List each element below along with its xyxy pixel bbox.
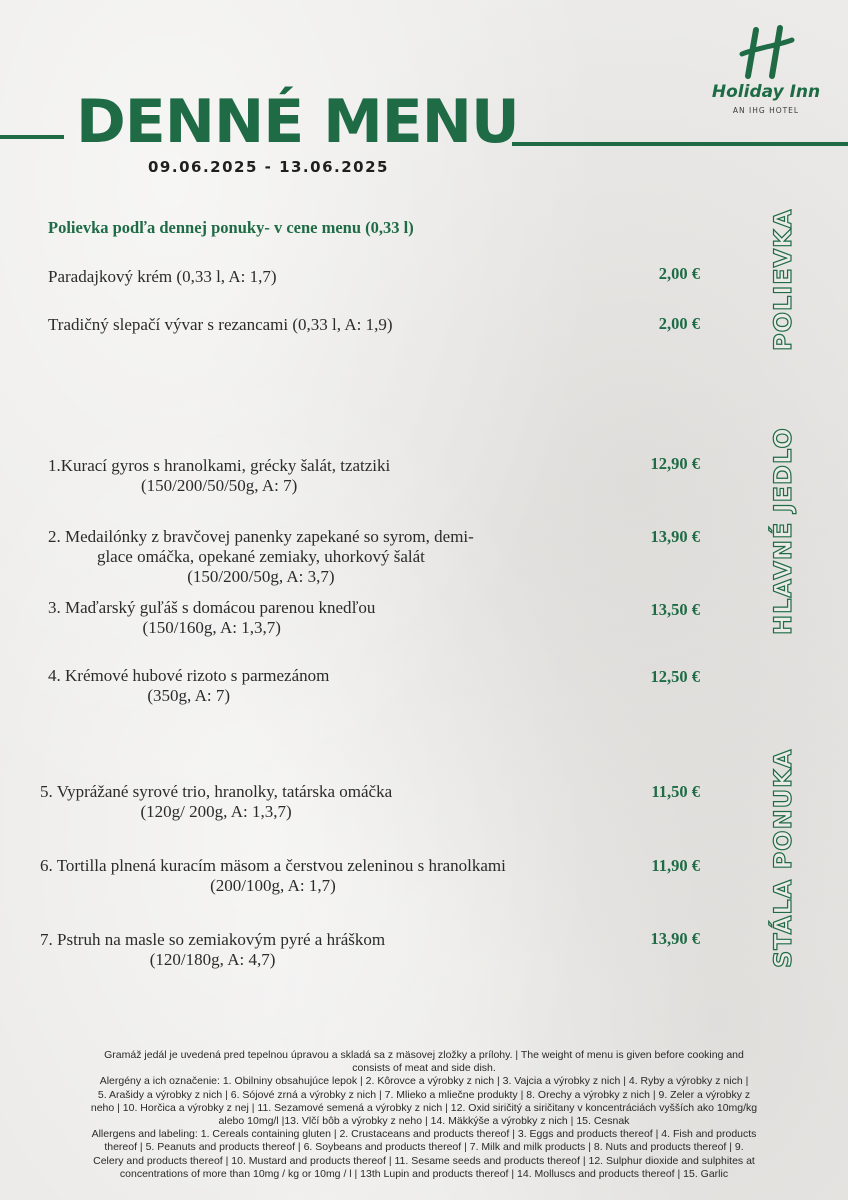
soup-item: [48, 267, 277, 287]
section-label-standing: STÁLA PONUKA: [769, 748, 797, 968]
page-title: DENNÉ MENU: [76, 87, 519, 157]
standing-item: [40, 782, 392, 822]
main-item: [48, 527, 474, 587]
main-item: [48, 456, 390, 496]
soup-item-price: 2,00 €: [658, 314, 700, 333]
main-item-line1: 3. Maďarský guľáš s domácou parenou knedľou: [48, 598, 376, 617]
main-item-line3: (150/200/50g, A: 3,7): [187, 567, 335, 586]
standing-item-line1: 5. Vyprážané syrové trio, hranolky, tatárska omáčka: [40, 782, 393, 801]
soup-item-name: Paradajkový krém (0,33 l, A: 1,7): [48, 267, 277, 286]
soup-item-name: Tradičný slepačí vývar s rezancami (0,33 l, A: 1,9): [48, 315, 393, 334]
standing-item-price: 11,50 €: [651, 782, 700, 801]
footer-line: Alergény a ich označenie: 1. Obilniny obsahujúce lepok | 2. Kôrovce a výrobky z nich | 3. Vajcia a výrobky z nich | 4. Ryby a výrobky z nich |: [99, 1075, 749, 1088]
standing-item-line2: (120/180g, A: 4,7): [149, 950, 276, 969]
footer-line: consists of meat and side dish.: [352, 1062, 496, 1075]
date-range: 09.06.2025 - 13.06.2025: [148, 158, 389, 176]
main-item-line1: 2. Medailónky z bravčovej panenky zapekané so syrom, demi-: [48, 527, 474, 546]
section-label-soup: POLIEVKA: [769, 208, 797, 351]
standing-item-line1: 7. Pstruh na masle so zemiakovým pyré a hráškom: [40, 930, 386, 949]
main-item-line1: 4. Krémové hubové rizoto s parmezánom: [48, 666, 330, 685]
footer-line: Gramáž jedál je uvedená pred tepelnou úpravou a skladá sa z mäsovej zložky a prílohy. | The weight of menu is given before cooking and: [104, 1049, 744, 1061]
main-item-line1: 1.Kurací gyros s hranolkami, grécky šalát, tzatziki: [48, 456, 391, 475]
soup-item-price: 2,00 €: [658, 264, 700, 283]
main-item-price: 12,50 €: [650, 667, 700, 686]
main-item-price: 12,90 €: [650, 454, 700, 473]
main-item-line2: glace omáčka, opekané zemiaky, uhorkový šalát: [96, 547, 425, 566]
standing-item-price: 13,90 €: [650, 929, 700, 948]
footer-line: neho | 10. Horčica a výrobky z nej | 11. Sezamové semená a výrobky z nich | 12. Oxid siričitý a siričitany v koncentráciách vyšších ako 10mg/kg: [90, 1101, 758, 1114]
main-item-line2: (350g, A: 7): [147, 686, 230, 705]
main-item-price: 13,50 €: [650, 600, 700, 619]
main-item-price: 13,90 €: [650, 527, 700, 546]
footer-line: thereof | 5. Peanuts and products thereof | 6. Soybeans and products thereof | 7. Milk and milk products | 8. Nuts and products thereof | 9.: [104, 1141, 744, 1154]
header-rule-left: [0, 135, 64, 139]
main-item-line2: (150/200/50/50g, A: 7): [140, 476, 298, 495]
soup-note: Polievka podľa dennej ponuky- v cene menu (0,33 l): [48, 218, 414, 237]
header-rule-right: [512, 142, 848, 146]
soup-item: [48, 315, 392, 335]
footer-line: Allergens and labeling: 1. Cereals containing gluten | 2. Crustaceans and products thereof | 3. Eggs and products thereof | 4. Fish and products: [91, 1128, 757, 1141]
standing-item-price: 11,90 €: [651, 856, 700, 875]
allergen-footer: [40, 1049, 808, 1181]
section-label-main: HLAVNÉ JEDLO: [769, 427, 797, 635]
footer-line: 5. Arašidy a výrobky z nich | 6. Sójové zrná a výrobky z nich | 7. Mlieko a mliečne produkty | 8. Orechy a výrobky z nich | 9. Zeler a výrobky z: [97, 1088, 751, 1101]
footer-line: alebo 10mg/l |13. Vlčí bôb a výrobky z neho | 14. Mäkkýše a výrobky z nich | 15. Cesnak: [218, 1115, 630, 1128]
standing-item: [40, 930, 385, 970]
main-item-line2: (150/160g, A: 1,3,7): [142, 618, 281, 637]
logo-name: Holiday Inn: [711, 82, 821, 102]
main-item: [48, 598, 375, 638]
footer-line: Celery and products thereof | 10. Mustard and products thereof | 11. Sesame seeds and products thereof | 12. Sulphur dioxide and sulphites at: [93, 1154, 755, 1167]
standing-item-line2: (200/100g, A: 1,7): [210, 876, 336, 895]
standing-item: [40, 856, 506, 896]
holiday-inn-h-icon: [736, 24, 796, 82]
footer-line: concentrations of more than 10mg / kg or 10mg / l | 13th Lupin and products thereof | 14. Molluscs and products thereof | 15. Garlic: [119, 1167, 729, 1180]
logo-subtitle: AN IHG HOTEL: [732, 106, 800, 115]
holiday-inn-logo: [706, 24, 826, 115]
standing-item-line1: 6. Tortilla plnená kuracím mäsom a čerstvou zeleninou s hranolkami: [40, 856, 506, 875]
standing-item-line2: (120g/ 200g, A: 1,3,7): [140, 802, 292, 821]
main-item: [48, 666, 329, 706]
